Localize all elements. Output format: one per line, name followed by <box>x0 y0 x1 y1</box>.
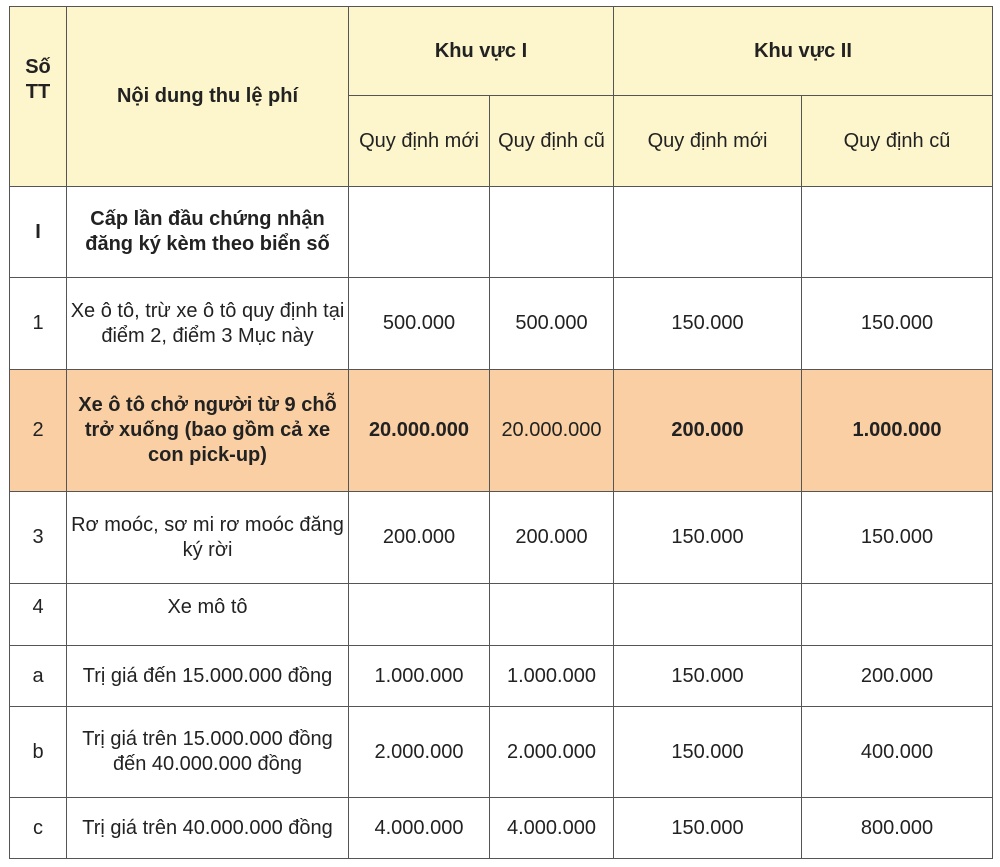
table-row <box>10 798 993 859</box>
cell-r1-new: 200.000 <box>349 492 490 584</box>
cell-r1-old: 20.000.000 <box>490 370 614 492</box>
cell-r2-old: 1.000.000 <box>802 370 993 492</box>
header-r1-old: Quy định cũ <box>490 96 614 187</box>
cell-r2-new: 150.000 <box>614 646 802 707</box>
cell-r2-new: 150.000 <box>614 278 802 370</box>
header-r2-new: Quy định mới <box>614 96 802 187</box>
cell-stt: c <box>10 798 67 859</box>
fee-table <box>9 6 993 859</box>
cell-r2-new <box>614 187 802 278</box>
cell-content: Trị giá đến 15.000.000 đồng <box>67 646 349 707</box>
cell-content: Trị giá trên 40.000.000 đồng <box>67 798 349 859</box>
cell-r2-old: 800.000 <box>802 798 993 859</box>
cell-r1-new: 500.000 <box>349 278 490 370</box>
cell-stt: I <box>10 187 67 278</box>
table-row <box>10 492 993 584</box>
table-row <box>10 187 993 278</box>
cell-r1-new <box>349 187 490 278</box>
cell-r2-old <box>802 187 993 278</box>
cell-r1-old: 2.000.000 <box>490 707 614 798</box>
cell-r1-old: 1.000.000 <box>490 646 614 707</box>
header-r1-new: Quy định mới <box>349 96 490 187</box>
header-region-1: Khu vực I <box>349 7 614 96</box>
cell-content: Xe mô tô <box>67 584 349 646</box>
cell-stt: 2 <box>10 370 67 492</box>
cell-r2-new: 150.000 <box>614 707 802 798</box>
cell-r1-new: 2.000.000 <box>349 707 490 798</box>
table-row <box>10 584 993 646</box>
cell-r1-old: 200.000 <box>490 492 614 584</box>
cell-stt: 3 <box>10 492 67 584</box>
cell-content: Rơ moóc, sơ mi rơ moóc đăng ký rời <box>67 492 349 584</box>
cell-stt: 1 <box>10 278 67 370</box>
cell-r1-old <box>490 584 614 646</box>
cell-r1-old <box>490 187 614 278</box>
cell-r1-old: 500.000 <box>490 278 614 370</box>
table-row-highlighted <box>10 370 993 492</box>
cell-r1-new: 20.000.000 <box>349 370 490 492</box>
cell-r2-new: 200.000 <box>614 370 802 492</box>
table-row <box>10 707 993 798</box>
cell-content: Trị giá trên 15.000.000 đồng đến 40.000.000 đồng <box>67 707 349 798</box>
cell-stt: b <box>10 707 67 798</box>
cell-r2-old: 400.000 <box>802 707 993 798</box>
cell-content: Cấp lần đầu chứng nhận đăng ký kèm theo biển số <box>67 187 349 278</box>
table-row <box>10 646 993 707</box>
cell-r1-new: 4.000.000 <box>349 798 490 859</box>
cell-r2-old: 150.000 <box>802 278 993 370</box>
cell-r2-new: 150.000 <box>614 492 802 584</box>
cell-stt: a <box>10 646 67 707</box>
cell-r2-new <box>614 584 802 646</box>
header-r2-old: Quy định cũ <box>802 96 993 187</box>
cell-stt: 4 <box>10 584 67 646</box>
cell-content: Xe ô tô, trừ xe ô tô quy định tại điểm 2, điểm 3 Mục này <box>67 278 349 370</box>
cell-content: Xe ô tô chở người từ 9 chỗ trở xuống (bao gồm cả xe con pick-up) <box>67 370 349 492</box>
cell-r2-old: 200.000 <box>802 646 993 707</box>
header-region-2: Khu vực II <box>614 7 993 96</box>
cell-r2-old <box>802 584 993 646</box>
cell-r1-new <box>349 584 490 646</box>
cell-r2-new: 150.000 <box>614 798 802 859</box>
cell-r1-new: 1.000.000 <box>349 646 490 707</box>
table-row <box>10 278 993 370</box>
cell-r2-old: 150.000 <box>802 492 993 584</box>
header-content: Nội dung thu lệ phí <box>67 7 349 187</box>
cell-r1-old: 4.000.000 <box>490 798 614 859</box>
header-stt: Số TT <box>10 7 67 187</box>
header-row-1 <box>10 7 993 96</box>
